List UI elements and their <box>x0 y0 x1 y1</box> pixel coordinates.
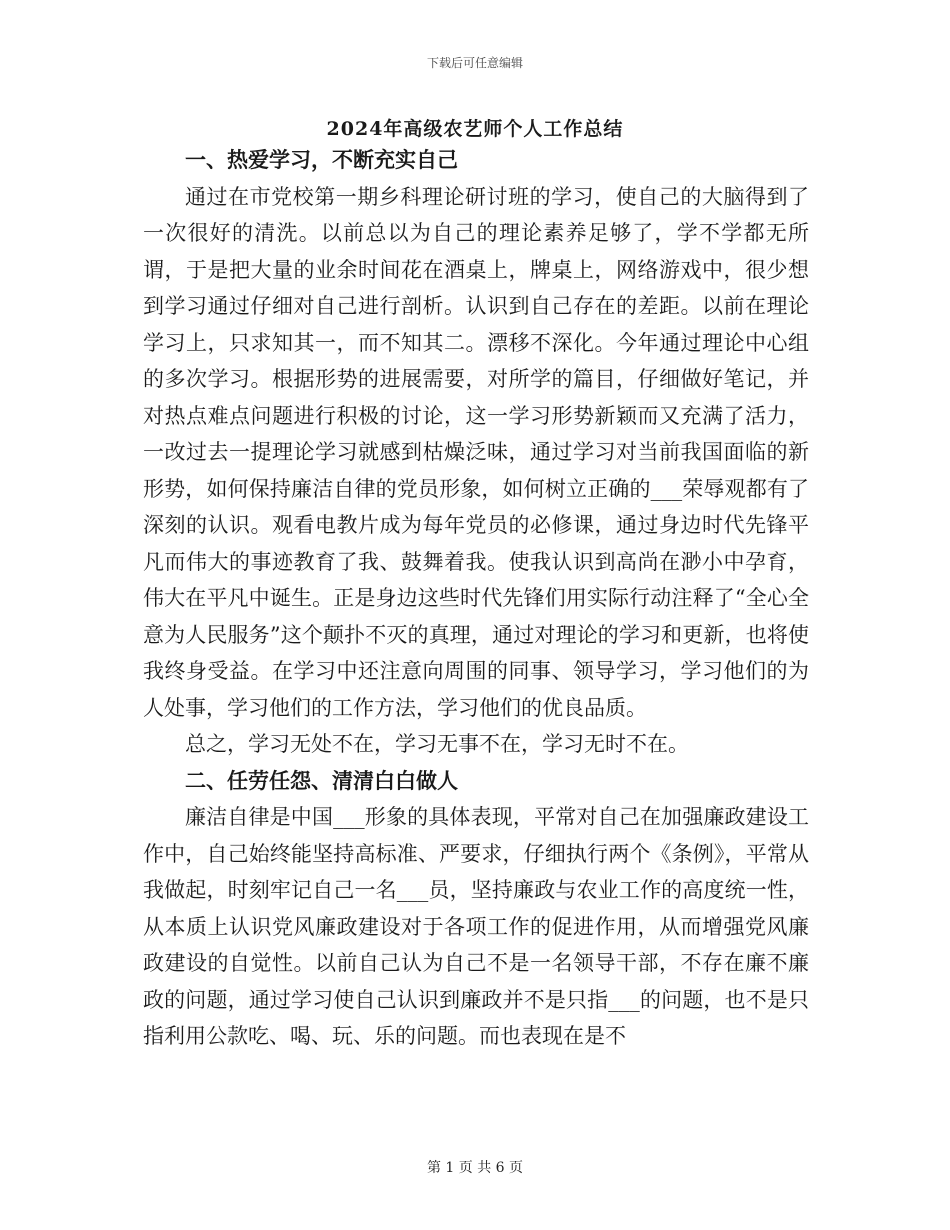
paragraph: 通过在市党校第一期乡科理论研讨班的学习，使自己的大脑得到了一次很好的清洗。以前总以为自己的理论素养足够了，学不学都无所谓，于是把大量的业余时间花在酒桌上，牌桌上，网络游戏中，很少想到学习通过仔细对自己进行剖析。认识到自己存在的差距。以前在理论学习上，只求知其一，而不知其二。漂移不深化。今年通过理论中心组的多次学习。根据形势的进展需要，对所学的篇目，仔细做好笔记，并对热点难点问题进行积极的讨论，这一学习形势新颖而又充满了活力，一改过去一提理论学习就感到枯燥泛味，通过学习对当前我国面临的新形势，如何保持廉洁自律的党员形象，如何树立正确的___荣辱观都有了深刻的认识。观看电教片成为每年党员的必修课，通过身边时代先锋平凡而伟大的事迹教育了我、鼓舞着我。使我认识到高尚在渺小中孕育，伟大在平凡中诞生。正是身边这些时代先锋们用实际行动注释了“全心全意为人民服务”这个颠扑不灭的真理，通过对理论的学习和更新，也将使我终身受益。在学习中还注意向周围的同事、领导学习，学习他们的为人处事，学习他们的工作方法，学习他们的优良品质。 <box>143 184 809 720</box>
document-body <box>143 142 809 1055</box>
header-note: 下载后可任意编辑 <box>426 56 523 70</box>
paragraph: 廉洁自律是中国___形象的具体表现，平常对自己在加强廉政建设工作中，自己始终能坚持高标准、严要求，仔细执行两个《条例》，平常从我做起，时刻牢记自己一名___员，坚持廉政与农业工作的高度统一性，从本质上认识党风廉政建设对于各项工作的促进作用，从而增强党风廉政建设的自觉性。以前自己认为自己不是一名领导干部，不存在廉不廉政的问题，通过学习使自己认识到廉政并不是只指___的问题，也不是只指利用公款吃、喝、玩、乐的问题。而也表现在是不 <box>143 805 809 1048</box>
section-heading: 二、任劳任怨、清清白白做人 <box>185 767 458 793</box>
page-number: 第 1 页 共 6 页 <box>426 1160 524 1176</box>
paragraph: 总之，学习无处不在，学习无事不在，学习无时不在。 <box>185 732 689 756</box>
section-heading: 一、热爱学习，不断充实自己 <box>185 147 458 172</box>
document-title: 2024年高级农艺师个人工作总结 <box>326 118 624 140</box>
